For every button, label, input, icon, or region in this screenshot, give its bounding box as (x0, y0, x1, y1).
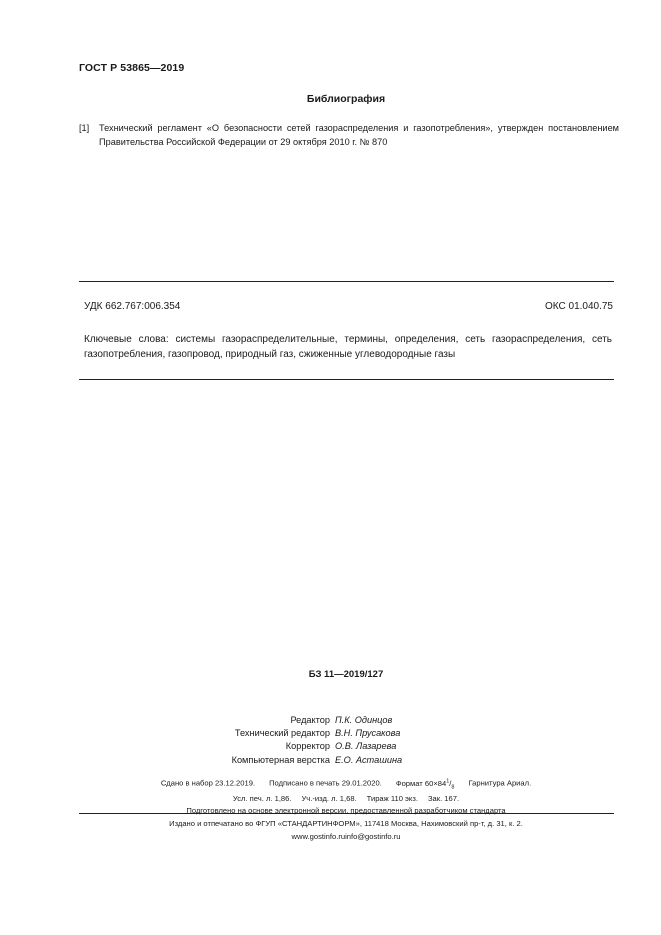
divider-keywords (79, 379, 614, 380)
imprint-order: Зак. 167. (427, 794, 460, 804)
credit-name: П.К. Одинцов (335, 715, 393, 725)
standard-number-header: ГОСТ Р 53865—2019 (79, 62, 185, 74)
bibliography-entry (79, 121, 619, 149)
divider-top (79, 281, 614, 282)
oks-code: ОКС 01.040.75 (545, 301, 613, 312)
credit-proofreader (200, 740, 436, 753)
divider-publisher (79, 813, 614, 814)
keywords: Ключевые слова: системы газораспределительные, термины, определения, сеть газораспределения, сеть газопотребления, газопровод, природный газ, сжиженные углеводородные газы (84, 334, 612, 360)
credit-role: Технический редактор (234, 728, 330, 739)
imprint-line-1 (0, 775, 661, 793)
credit-editor (200, 714, 436, 727)
credit-tech-editor (200, 727, 436, 740)
credit-name: О.В. Лазарева (335, 741, 397, 752)
bz-code: БЗ 11—2019/127 (308, 669, 384, 680)
udk-code: УДК 662.767:006.354 (84, 301, 181, 312)
publisher-email[interactable]: info@gostinfo.ru (345, 831, 401, 841)
credit-role: Компьютерная верстка (231, 754, 330, 765)
imprint-run: Тираж 110 экз. (366, 794, 418, 804)
publisher-contacts (0, 831, 661, 844)
bibliography-title: Библиография (306, 93, 386, 105)
publisher-address: Издано и отпечатано во ФГУП «СТАНДАРТИНФОРМ», 117418 Москва, Нахимовский пр-т, д. 31, к. 2. (169, 819, 523, 828)
imprint-signed: Подписано в печать 29.01.2020. (269, 778, 382, 788)
imprint-pub-sheets: Уч.-изд. л. 1,68. (301, 794, 357, 804)
credit-name: Е.О. Асташина (335, 754, 403, 765)
imprint-block (0, 775, 661, 818)
publisher-block (0, 818, 661, 843)
imprint-submitted: Сдано в набор 23.12.2019. (160, 778, 256, 788)
bibliography-entry-number: [1] (79, 123, 90, 133)
bibliography-entry-text: Технический регламент «О безопасности сетей газораспределения и газопотребления», утвержден постановлением Правительства Российской Федерации от 29 октября 2010 г. № 870 (99, 123, 619, 147)
credit-role: Редактор (290, 715, 330, 725)
credit-layout (200, 754, 436, 767)
credit-name: В.Н. Прусакова (335, 728, 401, 739)
imprint-print-sheets: Усл. печ. л. 1,86. (232, 794, 292, 804)
imprint-line-3: Подготовлено на основе электронной версии, предоставленной разработчиком стандарта (186, 806, 506, 816)
credit-role: Корректор (285, 741, 330, 752)
publisher-website[interactable]: www.gostinfo.ru (291, 831, 346, 841)
imprint-format: Формат $60\times 84^1/_8$ (395, 778, 455, 791)
credits-block (200, 714, 436, 767)
imprint-typeface: Гарнитура Ариал. (468, 778, 532, 788)
imprint-line-2 (0, 793, 661, 805)
